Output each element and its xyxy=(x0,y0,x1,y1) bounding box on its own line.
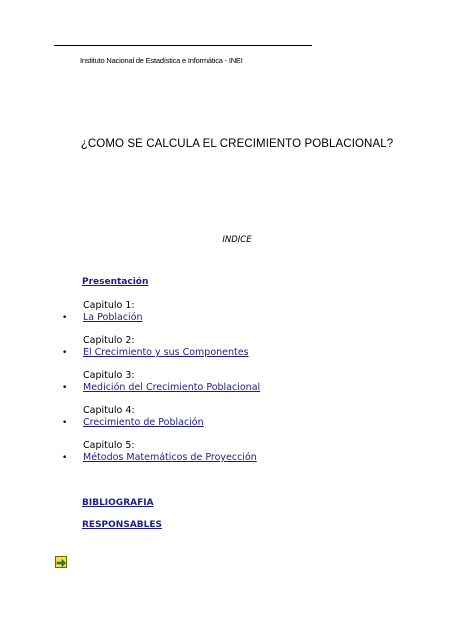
index-heading: INDICE xyxy=(222,235,252,245)
chapter-row xyxy=(62,452,257,464)
page-title: ¿COMO SE CALCULA EL CRECIMIENTO POBLACIONAL? xyxy=(80,138,394,150)
bibliografia-link[interactable]: BIBLIOGRAFIA xyxy=(82,498,154,508)
chapter-row xyxy=(62,312,143,324)
chapter-label: Capitulo 3: xyxy=(83,370,135,381)
chapter-label: Capitulo 1: xyxy=(83,300,135,311)
bullet-icon: • xyxy=(62,383,68,393)
chapter-2-link[interactable]: El Crecimiento y sus Componentes xyxy=(83,347,249,358)
next-page-icon[interactable] xyxy=(55,556,67,568)
bullet-icon: • xyxy=(62,313,68,323)
chapter-row xyxy=(62,382,260,394)
header-rule xyxy=(54,45,312,46)
chapter-3 xyxy=(62,370,260,394)
responsables-link[interactable]: RESPONSABLES xyxy=(82,520,163,530)
chapter-4 xyxy=(62,405,204,429)
presentacion-link[interactable]: Presentación xyxy=(82,277,149,287)
chapter-2 xyxy=(62,335,249,359)
chapter-label: Capitulo 2: xyxy=(83,335,135,346)
chapter-4-link[interactable]: Crecimiento de Población xyxy=(83,417,204,428)
chapter-label: Capitulo 5: xyxy=(83,440,135,451)
chapter-3-link[interactable]: Medición del Crecimiento Poblacional xyxy=(83,382,261,393)
bullet-icon: • xyxy=(62,418,68,428)
chapter-1 xyxy=(62,300,143,324)
bullet-icon: • xyxy=(62,348,68,358)
header-institution: Instituto Nacional de Estadística e Informática - INEI xyxy=(80,56,243,65)
chapter-5 xyxy=(62,440,257,464)
chapter-5-link[interactable]: Métodos Matemáticos de Proyección xyxy=(83,452,257,463)
bullet-icon: • xyxy=(62,453,68,463)
chapter-1-link[interactable]: La Población xyxy=(83,312,143,323)
chapter-row xyxy=(62,417,204,429)
chapter-label: Capitulo 4: xyxy=(83,405,135,416)
chapter-row xyxy=(62,347,249,359)
